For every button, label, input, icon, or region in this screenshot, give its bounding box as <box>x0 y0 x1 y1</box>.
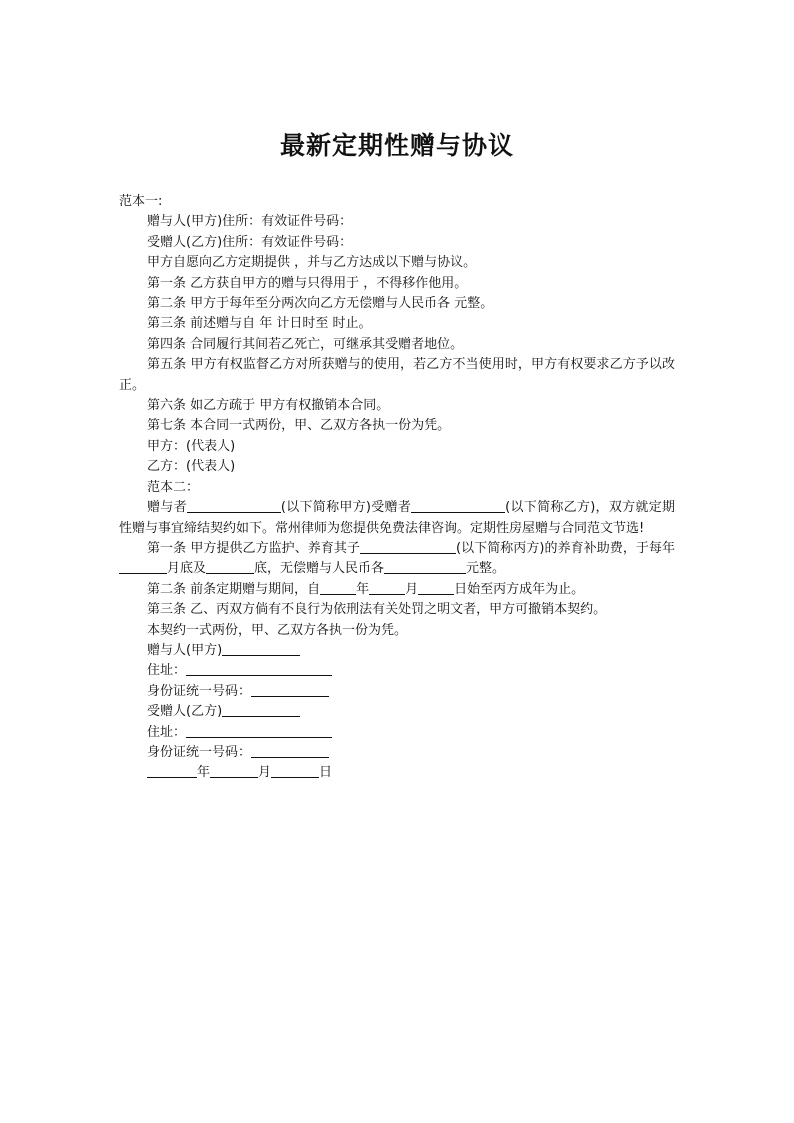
template-heading-1: 范本一: <box>119 194 163 209</box>
party-b-signature-line: 乙方：(代表人) <box>147 459 236 475</box>
blank-month <box>369 580 405 595</box>
sign-donor-line <box>119 641 675 661</box>
article-5-paragraph: 第五条 甲方有权监督乙方对所获赠与的使用，若乙方不当使用时，甲方有权要求乙方予以改正。 <box>119 357 675 393</box>
sign-date-line <box>119 763 675 783</box>
blank-donor-name <box>187 498 281 513</box>
donee-address-label: 住址： <box>147 724 187 740</box>
blank-month-1 <box>119 559 167 574</box>
party-a-signature-line: 甲方：(代表人) <box>147 438 236 454</box>
t2-article-1-text-d: 底，无偿赠与人民币各 <box>254 561 385 577</box>
article-3-line: 第三条 前述赠与自 年 计日时至 时止。 <box>147 316 372 332</box>
sign-donee-line <box>119 702 675 722</box>
t2-article-2-rest: 日始至丙方成年为止。 <box>454 581 585 597</box>
donee-id-label: 身份证统一号码： <box>147 744 252 760</box>
blank-donee-name <box>411 498 505 513</box>
blank-day <box>418 580 454 595</box>
blank-donor-address <box>186 661 332 676</box>
template-2-article-2 <box>119 580 675 600</box>
t2-article-1-text-a: 第一条 甲方提供乙方监护、养育其子 <box>147 540 360 556</box>
blank-amount <box>384 559 466 574</box>
sign-donee-id-line <box>119 743 675 763</box>
sign-donor-label: 赠与人(甲方) <box>147 642 223 658</box>
preamble-donor-label: 赠与者 <box>147 500 187 516</box>
blank-year <box>320 580 356 595</box>
article-4-line: 第四条 合同履行其间若乙死亡，可继承其受赠者地位。 <box>147 336 464 352</box>
donor-address-label: 住址： <box>147 663 187 679</box>
article-1-line: 第一条 乙方获自甲方的赠与只得用于 ，不得移作他用。 <box>147 275 468 291</box>
t2-article-1-text-e: 元整。 <box>466 561 506 577</box>
template-2-article-3: 第三条 乙、丙双方倘有不良行为依刑法有关处罚之明文者，甲方可撤销本契约。 <box>147 602 607 618</box>
document-title: 最新定期性赠与协议 <box>279 131 514 160</box>
blank-donee-address <box>186 723 332 738</box>
t2-article-1-text-b: (以下简称丙方)的养育补助费，于每年 <box>455 540 675 556</box>
blank-child-name <box>360 539 456 554</box>
blank-sign-day <box>271 763 319 778</box>
donor-id-label: 身份证统一号码： <box>147 683 252 699</box>
sign-donor-address-line <box>119 661 675 681</box>
donor-info-line: 赠与人(甲方)住所：有效证件号码： <box>147 214 353 230</box>
article-7-line: 第七条 本合同一式两份，甲、乙双方各执一份为凭。 <box>147 418 451 434</box>
date-year-label: 年 <box>197 765 211 781</box>
donee-info-line: 受赠人(乙方)住所：有效证件号码： <box>147 234 353 250</box>
date-month-label: 月 <box>258 765 272 781</box>
blank-month-2 <box>206 559 254 574</box>
blank-donee-id <box>251 743 329 758</box>
article-2-line: 第二条 甲方于每年至分两次向乙方无偿赠与人民币各 元整。 <box>147 296 494 312</box>
date-day-label: 日 <box>319 765 333 781</box>
t2-article-1-text-c: 月底及 <box>167 561 207 577</box>
t2-article-2-text-a: 第二条 前条定期赠与期间，自 <box>147 581 321 597</box>
template-2-copies-line: 本契约一式两份，甲、乙双方各执一份为凭。 <box>147 622 408 638</box>
preamble-line: 甲方自愿向乙方定期提供 ，并与乙方达成以下赠与协议。 <box>147 255 477 271</box>
preamble-donee-label: (以下简称甲方)受赠者 <box>280 500 412 516</box>
template-heading-2: 范本二： <box>147 479 200 495</box>
t2-article-2-month: 月 <box>405 581 419 597</box>
sign-donor-id-line <box>119 682 675 702</box>
blank-donee-signature <box>222 702 300 717</box>
preamble-rest: (以下简称乙方)，双方就定期性赠与事宜缔结契约如下。常州律师为您提供免费法律咨询。定期性房屋赠与合同范文节选! <box>119 500 675 536</box>
blank-sign-month <box>210 763 258 778</box>
sign-donee-label: 受赠人(乙方) <box>147 704 223 720</box>
t2-article-2-year: 年 <box>356 581 370 597</box>
template-2-article-1 <box>119 539 675 580</box>
document-body <box>119 192 675 784</box>
template-2-preamble <box>119 498 675 539</box>
sign-donee-address-line <box>119 723 675 743</box>
blank-donor-id <box>251 682 329 697</box>
article-6-line: 第六条 如乙方疏于 甲方有权撤销本合同。 <box>147 398 390 414</box>
blank-donor-signature <box>222 641 300 656</box>
blank-sign-year <box>147 763 197 778</box>
